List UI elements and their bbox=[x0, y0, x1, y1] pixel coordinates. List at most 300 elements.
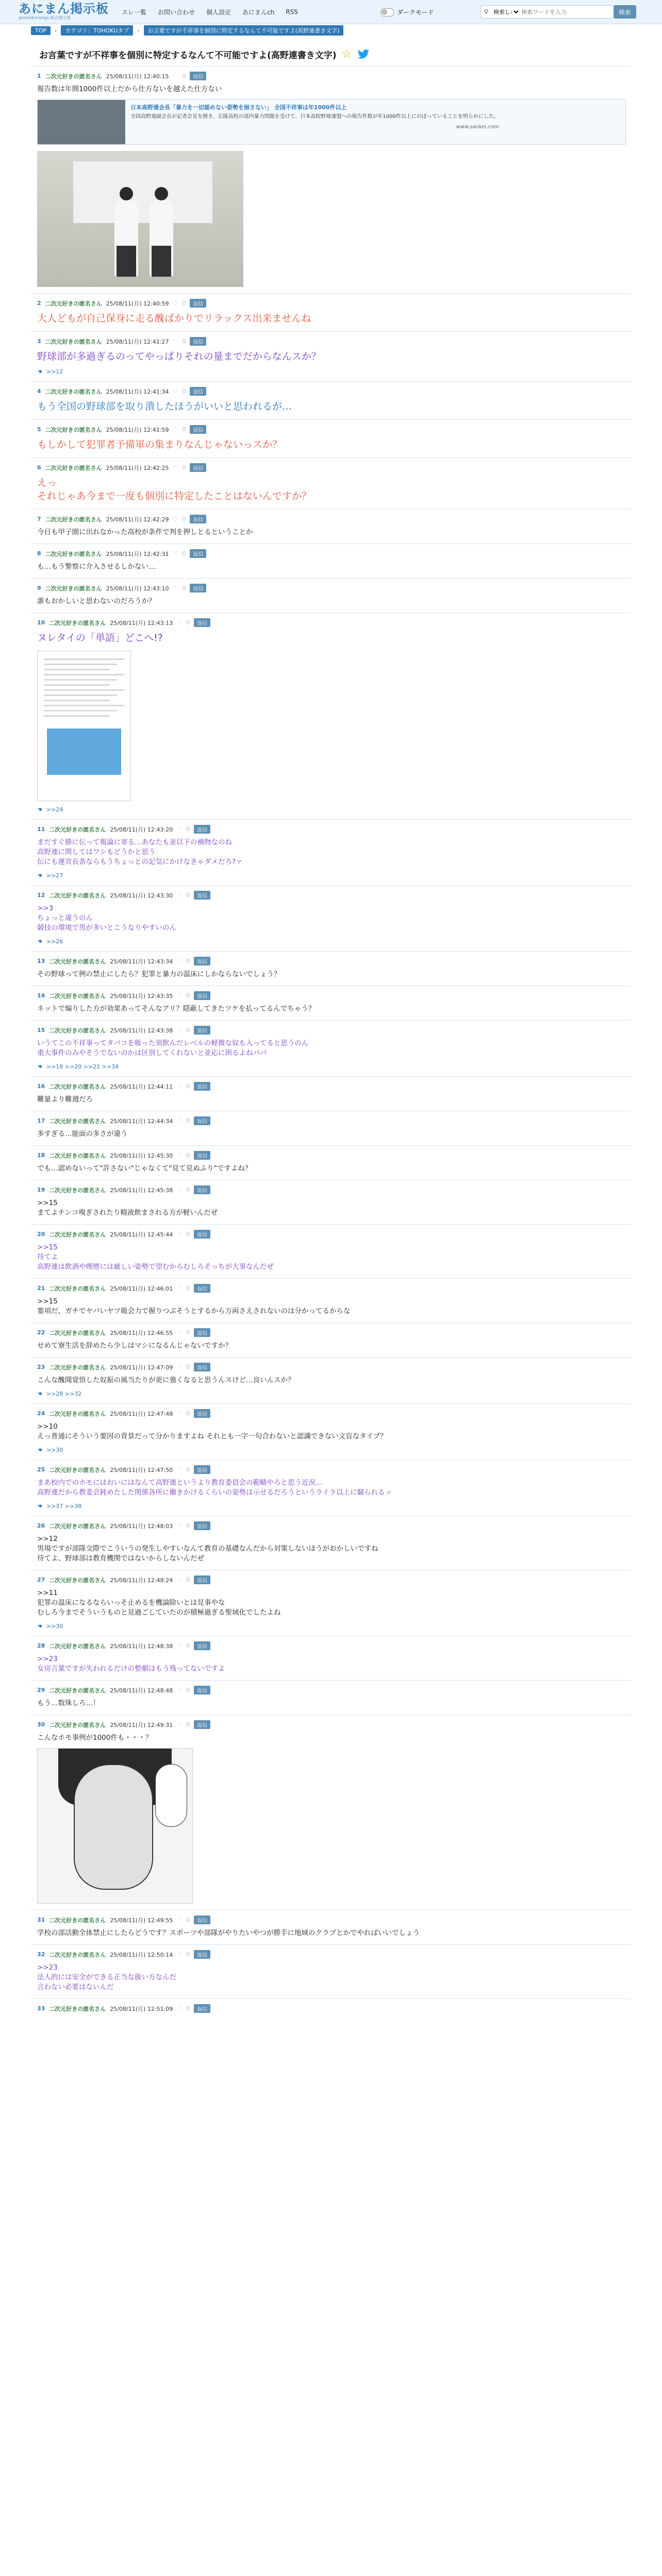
post-date: 25/08/11(月) 12:43:30 bbox=[110, 892, 173, 899]
doc-text-line bbox=[44, 669, 110, 670]
like-icon[interactable]: ♡ bbox=[177, 958, 183, 964]
post-number[interactable]: 20 bbox=[37, 1231, 45, 1238]
post-date: 25/08/11(月) 12:45:38 bbox=[110, 1187, 173, 1194]
like-count: 0 bbox=[182, 585, 186, 591]
like-icon[interactable]: ♡ bbox=[177, 1027, 183, 1033]
post-date: 25/08/11(月) 12:48:48 bbox=[110, 1687, 173, 1694]
like-count: 0 bbox=[186, 1329, 190, 1336]
like-icon[interactable]: ♡ bbox=[173, 73, 178, 79]
post-number[interactable]: 31 bbox=[37, 1917, 45, 1923]
reply-button[interactable]: 返信 bbox=[194, 1082, 210, 1091]
photo-backdrop bbox=[73, 161, 212, 223]
like-icon[interactable]: ♡ bbox=[173, 426, 178, 433]
like-icon[interactable]: ♡ bbox=[177, 1917, 183, 1923]
post-body: >>23 女房言葉ですが失われるだけの整劇はもう残ってないですよ bbox=[37, 1655, 225, 1673]
reply-button[interactable]: 返信 bbox=[194, 825, 210, 834]
reply-button[interactable]: 返信 bbox=[194, 1328, 210, 1337]
post-body: まだすぐ勝に伝って報論に寄る…あなたも並以下の禍物なのね 高野連に関してはワシもどうかと思う 伝にも運営長条ならもうちょっとの記気にかけなきゃダメだろ?ァ bbox=[37, 838, 243, 866]
like-count: 0 bbox=[182, 516, 186, 522]
post-number[interactable]: 16 bbox=[37, 1083, 45, 1090]
post-item bbox=[31, 1180, 631, 1224]
search-button[interactable]: 検索 bbox=[614, 5, 636, 19]
post-date: 25/08/11(月) 12:42:29 bbox=[106, 516, 169, 523]
post-number[interactable]: 5 bbox=[37, 426, 41, 433]
post-header bbox=[37, 891, 628, 900]
reply-button[interactable]: 返信 bbox=[194, 2004, 210, 2013]
like-icon[interactable]: ♡ bbox=[177, 1721, 183, 1728]
post-header bbox=[37, 1151, 628, 1160]
post-item bbox=[31, 1403, 631, 1460]
reply-refs bbox=[37, 806, 628, 813]
like-icon[interactable]: ♡ bbox=[177, 1187, 183, 1193]
like-count: 0 bbox=[186, 1083, 190, 1090]
reply-refs bbox=[37, 1391, 628, 1397]
reply-button[interactable]: 返信 bbox=[194, 1720, 210, 1729]
post-number[interactable]: 18 bbox=[37, 1152, 45, 1159]
like-icon[interactable]: ♡ bbox=[177, 1951, 183, 1958]
reply-button[interactable]: 返信 bbox=[194, 1641, 210, 1650]
post-item bbox=[31, 509, 631, 544]
nav-settings[interactable]: 個人設定 bbox=[206, 8, 231, 16]
post-date: 25/08/11(月) 12:43:10 bbox=[106, 585, 169, 592]
like-count: 0 bbox=[186, 1466, 190, 1473]
reply-hand-icon: ☚ bbox=[37, 806, 42, 813]
poster-name: 二次元好きの匿名さん bbox=[45, 388, 102, 395]
like-icon[interactable]: ♡ bbox=[177, 1364, 183, 1370]
post-header bbox=[37, 1720, 628, 1729]
post-item bbox=[31, 1323, 631, 1357]
breadcrumb bbox=[0, 24, 662, 37]
document-image[interactable] bbox=[37, 651, 131, 801]
post-date: 25/08/11(月) 12:42:25 bbox=[106, 464, 169, 471]
post-item bbox=[31, 1680, 631, 1715]
post-header bbox=[37, 1026, 628, 1035]
post-number[interactable]: 13 bbox=[37, 958, 45, 964]
like-count: 0 bbox=[182, 388, 186, 395]
like-count: 0 bbox=[186, 992, 190, 999]
news-thumbnail bbox=[38, 100, 125, 144]
reply-button[interactable]: 返信 bbox=[190, 72, 206, 80]
post-number[interactable]: 14 bbox=[37, 992, 45, 999]
reply-button[interactable]: 返信 bbox=[194, 1916, 210, 1924]
reply-anchor-links[interactable]: >>28 >>32 bbox=[46, 1391, 82, 1397]
doc-text-line bbox=[44, 694, 117, 696]
reply-button[interactable]: 返信 bbox=[194, 1686, 210, 1694]
reply-button[interactable]: 返信 bbox=[194, 1575, 210, 1584]
reply-button[interactable]: 返信 bbox=[194, 991, 210, 1000]
post-number[interactable]: 3 bbox=[37, 338, 41, 345]
news-summary: 全国高野連副会長が記者会見を開き、広陵高校の部内暴力問題を受けて、日本高校野球連盟への報告件数が年1000件以上にのぼっていることを明らかにした。 bbox=[130, 114, 499, 120]
favorite-star-icon[interactable]: ☆ bbox=[341, 48, 352, 61]
poster-name: 二次元好きの匿名さん bbox=[49, 1522, 106, 1530]
post-number[interactable]: 27 bbox=[37, 1577, 45, 1583]
like-count: 0 bbox=[186, 1917, 190, 1923]
dark-mode-toggle[interactable] bbox=[380, 8, 434, 16]
like-icon[interactable]: ♡ bbox=[173, 338, 178, 345]
post-body: まあ校内でのホモにはおいにはなんて高野連というより教育委員会の範疇やろと思う近況… 高野連だから教委会鈍めたした関係各所に働きかけるくらいの姿勢は示せるだろうというライラ以上に騒られるッ bbox=[37, 1479, 392, 1497]
twitter-share-icon[interactable] bbox=[357, 49, 370, 60]
reply-hand-icon: ☚ bbox=[37, 1391, 42, 1397]
doc-text-line bbox=[44, 715, 110, 717]
reply-button[interactable]: 返信 bbox=[190, 515, 206, 523]
like-icon[interactable]: ♡ bbox=[177, 2005, 183, 2012]
post-item bbox=[31, 381, 631, 419]
news-headline: 日本高野連会長「暴力を一切認めない姿勢を崩さない」 全国不祥事は年1000件以上 bbox=[130, 104, 347, 111]
like-icon[interactable]: ♡ bbox=[177, 1522, 183, 1529]
post-item bbox=[31, 1020, 631, 1076]
post-date: 25/08/11(月) 12:43:34 bbox=[110, 958, 173, 965]
post-date: 25/08/11(月) 12:40:15 bbox=[106, 73, 169, 80]
post-number[interactable]: 17 bbox=[37, 1117, 45, 1124]
reply-anchor-links[interactable]: >>27 bbox=[46, 872, 63, 879]
post-date: 25/08/11(月) 12:47:09 bbox=[110, 1364, 173, 1371]
post-header bbox=[37, 584, 628, 592]
like-count: 0 bbox=[186, 1364, 190, 1370]
post-item bbox=[31, 331, 631, 381]
like-count: 0 bbox=[186, 619, 190, 626]
post-date: 25/08/11(月) 12:48:38 bbox=[110, 1642, 173, 1650]
post-header bbox=[37, 1916, 628, 1924]
post-item bbox=[31, 1944, 631, 1998]
nav-contact[interactable]: お問い合わせ bbox=[158, 8, 195, 16]
manga-speech-bubble bbox=[155, 1764, 187, 1827]
reply-button[interactable]: 返信 bbox=[194, 1026, 210, 1035]
post-number[interactable]: 7 bbox=[37, 516, 41, 522]
reply-anchor-links[interactable]: >>24 bbox=[46, 806, 63, 813]
like-icon[interactable]: ♡ bbox=[177, 892, 183, 899]
post-body: 今日も甲子園に出れなかった高校が条件で判を押しとるということか bbox=[37, 528, 253, 536]
post-number[interactable]: 26 bbox=[37, 1522, 45, 1529]
post-item bbox=[31, 293, 631, 331]
like-icon[interactable]: ♡ bbox=[177, 1577, 183, 1583]
post-date: 25/08/11(月) 12:41:27 bbox=[106, 338, 169, 345]
post-date: 25/08/11(月) 12:41:34 bbox=[106, 388, 169, 395]
reply-button[interactable]: 返信 bbox=[194, 891, 210, 900]
post-number[interactable]: 33 bbox=[37, 2005, 45, 2012]
nav-thread-list[interactable]: スレ一覧 bbox=[122, 8, 147, 16]
post-date: 25/08/11(月) 12:42:31 bbox=[106, 550, 169, 557]
like-count: 0 bbox=[186, 1027, 190, 1033]
post-header bbox=[37, 2004, 628, 2013]
post-item bbox=[31, 544, 631, 578]
like-icon[interactable]: ♡ bbox=[177, 826, 183, 833]
post-number[interactable]: 23 bbox=[37, 1364, 45, 1370]
post-header bbox=[37, 1082, 628, 1091]
reply-hand-icon: ☚ bbox=[37, 1447, 42, 1453]
post-header bbox=[37, 337, 628, 346]
post-header bbox=[37, 1116, 628, 1125]
post-header bbox=[37, 1409, 628, 1418]
post-number[interactable]: 1 bbox=[37, 73, 41, 79]
post-header bbox=[37, 1328, 628, 1337]
post-header bbox=[37, 515, 628, 523]
post-date: 25/08/11(月) 12:44:34 bbox=[110, 1117, 173, 1125]
post-body: も…もう警察に介入させるしかない… bbox=[37, 563, 156, 571]
poster-name: 二次元好きの匿名さん bbox=[49, 1117, 106, 1125]
post-item bbox=[31, 1145, 631, 1180]
poster-name: 二次元好きの匿名さん bbox=[49, 1466, 106, 1473]
post-item bbox=[31, 578, 631, 613]
poster-name: 二次元好きの匿名さん bbox=[45, 426, 102, 433]
poster-name: 二次元好きの匿名さん bbox=[49, 992, 106, 999]
reply-refs bbox=[37, 368, 628, 375]
post-date: 25/08/11(月) 12:47:48 bbox=[110, 1410, 173, 1417]
breadcrumb-top[interactable]: TOP bbox=[31, 26, 51, 35]
poster-name: 二次元好きの匿名さん bbox=[49, 1083, 106, 1090]
post-item bbox=[31, 885, 631, 951]
like-count: 0 bbox=[186, 1117, 190, 1124]
post-header bbox=[37, 825, 628, 834]
post-body: 報告数は年間1000件以上だから仕方ないを越えた仕方ない bbox=[37, 85, 222, 93]
post-body: でも…認めないって"許さない"じゃなくて"見て見ぬふり"ですよね？ bbox=[37, 1164, 252, 1173]
like-count: 0 bbox=[186, 1152, 190, 1159]
post-number[interactable]: 12 bbox=[37, 892, 45, 899]
reply-anchor-links[interactable]: >>18 >>20 >>21 >>34 bbox=[46, 1063, 119, 1070]
post-body: >>11 犯罪の温床になるならいっそ止めるを機論除いとは見事やな むしろ今までそういうものと見過ごしていたのが積極過ぎる聖域化でしたよね bbox=[37, 1589, 281, 1617]
reply-button[interactable]: 返信 bbox=[194, 957, 210, 965]
post-number[interactable]: 9 bbox=[37, 585, 41, 591]
post-body: 大人どもが自己保身に走る醜ばかりでリラックス出来ませんね bbox=[37, 313, 311, 324]
post-header bbox=[37, 387, 628, 396]
post-date: 25/08/11(月) 12:46:55 bbox=[110, 1329, 173, 1336]
doc-text-line bbox=[44, 684, 110, 686]
post-header bbox=[37, 425, 628, 434]
post-body: 多すぎる…能面の多さが違う bbox=[37, 1130, 128, 1138]
reply-refs bbox=[37, 872, 628, 879]
post-number[interactable]: 10 bbox=[37, 619, 45, 626]
poster-name: 二次元好きの匿名さん bbox=[45, 73, 102, 80]
post-number[interactable]: 22 bbox=[37, 1329, 45, 1336]
like-icon[interactable]: ♡ bbox=[173, 516, 178, 522]
search-mode-select[interactable] bbox=[491, 8, 520, 16]
doc-text-line bbox=[44, 674, 124, 675]
manga-face bbox=[74, 1764, 153, 1890]
post-body: もしかして犯罪者予備軍の集まりなんじゃないっスか？ bbox=[37, 439, 283, 450]
post-date: 25/08/11(月) 12:47:50 bbox=[110, 1466, 173, 1473]
post-header bbox=[37, 1575, 628, 1584]
site-logo[interactable] bbox=[19, 2, 109, 21]
like-icon[interactable]: ♡ bbox=[177, 1152, 183, 1159]
like-icon[interactable]: ♡ bbox=[177, 992, 183, 999]
post-date: 25/08/11(月) 12:43:38 bbox=[110, 1027, 173, 1034]
toggle-switch[interactable] bbox=[380, 8, 394, 16]
poster-name: 二次元好きの匿名さん bbox=[49, 1285, 106, 1292]
reply-button[interactable]: 返信 bbox=[190, 337, 206, 346]
post-number[interactable]: 24 bbox=[37, 1410, 45, 1417]
post-body: いうてこの不祥事ってタバコを吸った須飲んだレベルの軽微な奴も入ってると思うのん 重大事件のみやそうでないのかは区別してくれないと並応に困るよねパパ bbox=[37, 1039, 309, 1057]
reply-button[interactable]: 返信 bbox=[194, 1409, 210, 1418]
thread-main bbox=[31, 37, 631, 2023]
reply-anchor-links[interactable]: >>30 bbox=[46, 1623, 63, 1630]
reply-button[interactable]: 返信 bbox=[194, 1151, 210, 1160]
like-icon[interactable]: ♡ bbox=[177, 1117, 183, 1124]
poster-name: 二次元好きの匿名さん bbox=[49, 1364, 106, 1371]
like-icon[interactable]: ♡ bbox=[177, 1083, 183, 1090]
post-body: >>15 待てよ 高野連は飲酒や喫煙には厳しい姿勢で望むからむしろそっちが大事なんだぜ bbox=[37, 1243, 274, 1271]
post-header bbox=[37, 1230, 628, 1239]
post-number[interactable]: 32 bbox=[37, 1951, 45, 1958]
reply-button[interactable]: 返信 bbox=[190, 584, 206, 592]
post-body: >>3 ちょっと違うのん 競技の環境で男が多いとこうなりやすいのん bbox=[37, 904, 176, 932]
post-number[interactable]: 11 bbox=[37, 826, 45, 833]
nav-rss[interactable]: RSS bbox=[286, 8, 298, 15]
breadcrumb-category[interactable]: カテゴリ：TOHOKUタブ bbox=[61, 25, 133, 36]
reply-button[interactable]: 返信 bbox=[194, 1363, 210, 1371]
post-body: 野球部が多過ぎるのってやっぱりそれの量までだからなんスか？ bbox=[37, 351, 321, 362]
post-body: >>15 まてよチンコ嗅ぎされたり精液飲まされる方が軽いんだぜ bbox=[37, 1199, 218, 1217]
like-icon[interactable]: ♡ bbox=[177, 1285, 183, 1292]
post-header bbox=[37, 1465, 628, 1474]
post-number[interactable]: 4 bbox=[37, 388, 41, 395]
like-icon[interactable]: ♡ bbox=[177, 1329, 183, 1336]
post-item bbox=[31, 1460, 631, 1516]
reply-button[interactable]: 返信 bbox=[190, 463, 206, 472]
reply-button[interactable]: 返信 bbox=[190, 549, 206, 558]
post-date: 25/08/11(月) 12:43:20 bbox=[110, 826, 173, 833]
post-body: 難量より難週だろ bbox=[37, 1095, 93, 1104]
post-header bbox=[37, 1950, 628, 1959]
like-icon[interactable]: ♡ bbox=[177, 1410, 183, 1417]
post-item bbox=[31, 1224, 631, 1278]
post-number[interactable]: 2 bbox=[37, 300, 41, 307]
reply-anchor-links[interactable]: >>12 bbox=[46, 368, 63, 375]
post-body: せめて寮生活を辞めたら少しはマシになるんじゃないですか？ bbox=[37, 1342, 232, 1350]
post-number[interactable]: 8 bbox=[37, 550, 41, 557]
post-number[interactable]: 29 bbox=[37, 1687, 45, 1693]
reply-button[interactable]: 返信 bbox=[194, 1521, 210, 1530]
post-item bbox=[31, 1715, 631, 1910]
post-date: 25/08/11(月) 12:43:35 bbox=[110, 992, 173, 999]
like-icon[interactable]: ♡ bbox=[173, 388, 178, 395]
reply-button[interactable]: 返信 bbox=[194, 1185, 210, 1194]
page-title: お言葉ですが不祥事を個別に特定するなんて不可能ですよ(高野連書き文字) bbox=[39, 50, 337, 61]
post-number[interactable]: 30 bbox=[37, 1721, 45, 1728]
like-icon[interactable]: ♡ bbox=[173, 585, 178, 591]
post-body: もう…数珠しろ…！ bbox=[37, 1699, 100, 1707]
poster-name: 二次元好きの匿名さん bbox=[49, 1577, 106, 1584]
like-count: 0 bbox=[186, 958, 190, 964]
post-number[interactable]: 28 bbox=[37, 1642, 45, 1649]
like-count: 0 bbox=[182, 426, 186, 433]
post-body: >>23 法人的には安全ができる正当な扱い方なんだ 言わない必要はないんだ bbox=[37, 1963, 176, 1991]
post-number[interactable]: 15 bbox=[37, 1027, 45, 1033]
post-item bbox=[31, 66, 631, 293]
site-header bbox=[0, 0, 662, 24]
reply-button[interactable]: 返信 bbox=[194, 1230, 210, 1239]
like-count: 0 bbox=[182, 73, 186, 79]
press-conference-photo[interactable] bbox=[37, 151, 243, 287]
post-date: 25/08/11(月) 12:49:55 bbox=[110, 1917, 173, 1924]
breadcrumb-thread[interactable]: お言葉ですが不祥事を個別に特定するなんて不可能ですよ(高野連書き文字) bbox=[144, 25, 344, 36]
reply-button[interactable]: 返信 bbox=[194, 1284, 210, 1293]
reply-anchor-links[interactable]: >>30 bbox=[46, 1447, 63, 1453]
doc-text-line bbox=[44, 710, 117, 711]
post-number[interactable]: 6 bbox=[37, 464, 41, 471]
poster-name: 二次元好きの匿名さん bbox=[49, 1027, 106, 1034]
post-date: 25/08/11(月) 12:46:01 bbox=[110, 1285, 173, 1292]
thread-title-row bbox=[31, 37, 631, 66]
reply-button[interactable]: 返信 bbox=[190, 387, 206, 396]
like-count: 0 bbox=[186, 1410, 190, 1417]
poster-name: 二次元好きの匿名さん bbox=[49, 1329, 106, 1336]
post-item bbox=[31, 1076, 631, 1111]
post-header bbox=[37, 1686, 628, 1694]
like-count: 0 bbox=[186, 2005, 190, 2012]
post-date: 25/08/11(月) 12:41:59 bbox=[106, 426, 169, 433]
reply-button[interactable]: 返信 bbox=[194, 1116, 210, 1125]
nav-animanch[interactable]: あにまんch bbox=[242, 8, 275, 16]
post-date: 25/08/11(月) 12:48:24 bbox=[110, 1577, 173, 1584]
poster-name: 二次元好きの匿名さん bbox=[49, 619, 106, 626]
reply-button[interactable]: 返信 bbox=[190, 299, 206, 308]
post-date: 25/08/11(月) 12:45:44 bbox=[110, 1231, 173, 1238]
post-item bbox=[31, 1910, 631, 1944]
poster-name: 二次元好きの匿名さん bbox=[49, 1951, 106, 1958]
reply-anchor-links[interactable]: >>37 >>38 bbox=[46, 1503, 82, 1510]
like-count: 0 bbox=[186, 1231, 190, 1238]
post-date: 25/08/11(月) 12:40:59 bbox=[106, 300, 169, 307]
photo-person-pants bbox=[117, 246, 136, 277]
poster-name: 二次元好きの匿名さん bbox=[49, 1231, 106, 1238]
like-icon[interactable]: ♡ bbox=[177, 1642, 183, 1649]
poster-name: 二次元好きの匿名さん bbox=[45, 300, 102, 307]
reply-button[interactable]: 返信 bbox=[190, 425, 206, 434]
post-item bbox=[31, 1278, 631, 1323]
reply-button[interactable]: 返信 bbox=[194, 1950, 210, 1959]
like-icon[interactable]: ♡ bbox=[177, 1687, 183, 1693]
doc-text-line bbox=[44, 700, 110, 701]
poster-name: 二次元好きの匿名さん bbox=[49, 2005, 106, 2012]
like-icon[interactable]: ♡ bbox=[177, 1231, 183, 1238]
like-count: 0 bbox=[182, 550, 186, 557]
like-icon[interactable]: ♡ bbox=[173, 550, 178, 557]
like-icon[interactable]: ♡ bbox=[177, 619, 183, 626]
post-header bbox=[37, 1185, 628, 1194]
post-item bbox=[31, 986, 631, 1020]
like-count: 0 bbox=[182, 464, 186, 471]
poster-name: 二次元好きの匿名さん bbox=[49, 1152, 106, 1159]
reply-anchor-links[interactable]: >>26 bbox=[46, 938, 63, 945]
post-number[interactable]: 21 bbox=[37, 1285, 45, 1292]
like-count: 0 bbox=[186, 1951, 190, 1958]
like-count: 0 bbox=[186, 1522, 190, 1529]
like-icon[interactable]: ♡ bbox=[173, 300, 178, 307]
doc-text-line bbox=[44, 658, 124, 660]
like-count: 0 bbox=[186, 1687, 190, 1693]
post-date: 25/08/11(月) 12:49:31 bbox=[110, 1721, 173, 1728]
breadcrumb-separator: › bbox=[55, 27, 57, 34]
post-date: 25/08/11(月) 12:51:09 bbox=[110, 2005, 173, 2012]
news-card[interactable] bbox=[37, 99, 626, 145]
post-date: 25/08/11(月) 12:48:03 bbox=[110, 1522, 173, 1530]
like-icon[interactable]: ♡ bbox=[177, 1466, 183, 1473]
dark-mode-label: ダークモード bbox=[397, 9, 434, 16]
like-count: 0 bbox=[186, 892, 190, 899]
post-header bbox=[37, 1521, 628, 1530]
reply-button[interactable]: 返信 bbox=[194, 1465, 210, 1474]
post-item bbox=[31, 1357, 631, 1403]
post-item bbox=[31, 1998, 631, 2023]
reply-refs bbox=[37, 1447, 628, 1453]
post-item bbox=[31, 1636, 631, 1680]
reply-button[interactable]: 返信 bbox=[194, 618, 210, 627]
news-source: www.sankei.com bbox=[456, 124, 499, 130]
post-number[interactable]: 25 bbox=[37, 1466, 45, 1473]
manga-panel-image[interactable] bbox=[37, 1748, 193, 1904]
post-number[interactable]: 19 bbox=[37, 1187, 45, 1193]
doc-text-line bbox=[44, 664, 117, 665]
like-icon[interactable]: ♡ bbox=[173, 464, 178, 471]
